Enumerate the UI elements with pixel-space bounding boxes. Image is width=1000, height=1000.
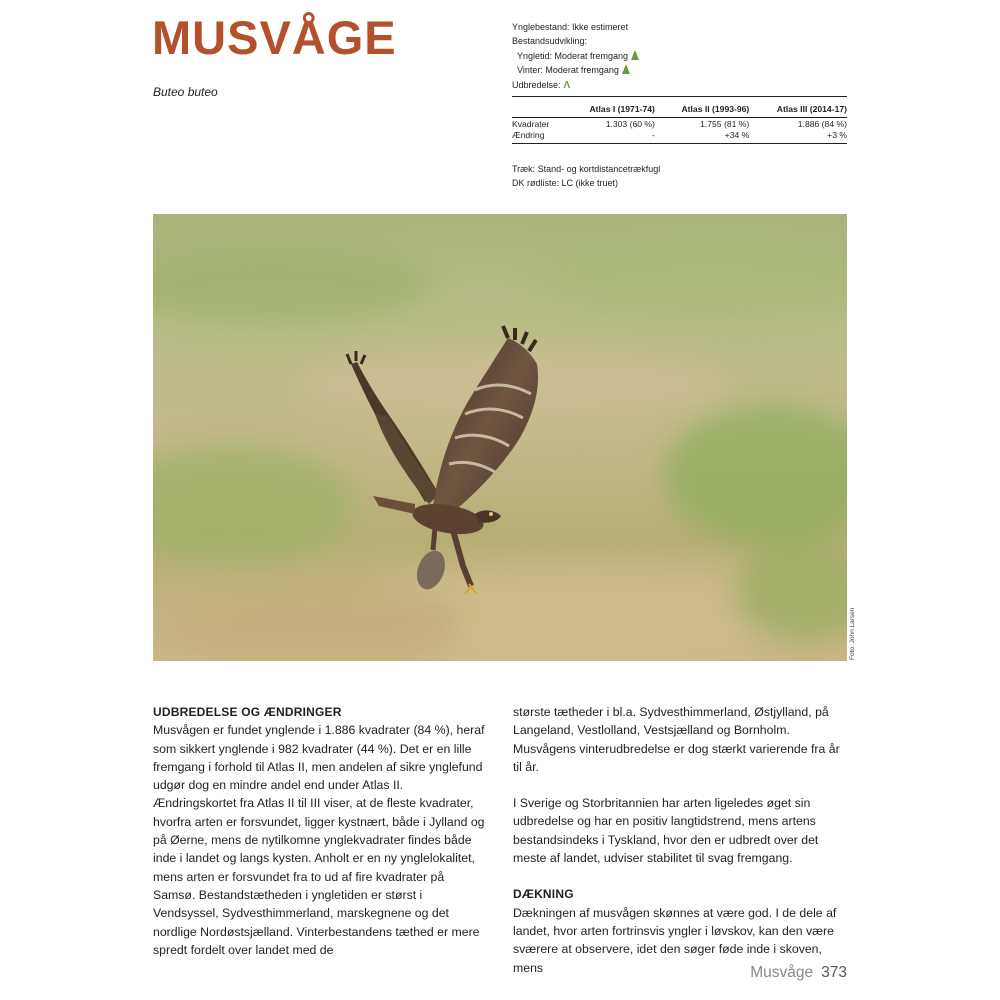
table-cell-label: Ændring xyxy=(512,129,564,144)
winter-trend-text: Vinter: Moderat fremgang xyxy=(517,65,619,76)
table-row xyxy=(512,118,847,130)
species-title: MUSVÅGE xyxy=(152,11,397,64)
distribution-row xyxy=(512,78,847,92)
buzzard-photo xyxy=(153,214,847,661)
table-row xyxy=(512,129,847,144)
body-paragraph: I Sverige og Storbritannien har arten ligeledes øget sin udbredelse og har en positiv langtidstrend, mens artens bestandsindeks i Tyskland, hvor den er udbredt over det meste af landet, udviser stabilitet til svag fremgang. xyxy=(513,796,819,866)
table-cell: 1.755 (81 %) xyxy=(700,119,750,129)
species-meta xyxy=(512,162,847,191)
redlist-info: DK rødliste: LC (ikke truet) xyxy=(512,178,619,189)
table-cell: 1.886 (84 %) xyxy=(797,119,847,129)
section-heading: DÆKNING xyxy=(513,887,574,902)
table-header xyxy=(512,97,564,118)
table-cell: +3 % xyxy=(749,129,847,144)
breeding-trend-text: Yngletid: Moderat fremgang xyxy=(517,50,629,61)
footer-species: Musvåge xyxy=(750,964,814,981)
photo-credit: Foto: John Larsen xyxy=(849,607,856,660)
migration-info: Træk: Stand- og kortdistancetrækfugl xyxy=(512,164,661,174)
latin-name: Buteo buteo xyxy=(153,85,218,99)
table-header: Atlas III (2014-17) xyxy=(749,97,847,118)
trend-up-outline-icon: Λ xyxy=(563,79,571,91)
atlas-table xyxy=(512,96,847,144)
table-cell: 1.303 (60 %) xyxy=(605,119,655,129)
section-heading: UDBREDELSE OG ÆNDRINGER xyxy=(153,705,342,719)
distribution-text: Udbredelse: xyxy=(512,79,561,90)
breeding-population: Ynglebestand: Ikke estimeret xyxy=(512,22,629,32)
table-header: Atlas II (1993-96) xyxy=(655,97,749,118)
text-column-right xyxy=(513,703,847,977)
page-number: 373 xyxy=(821,964,847,981)
body-paragraph: største tætheder i bl.a. Sydvesthimmerland, Østjylland, på Langeland, Vestlolland, Vestsjælland og Bornholm. Musvågens vinterudbredelse er dog stærkt varierende fra år til år. xyxy=(513,705,840,774)
page-footer xyxy=(750,964,847,982)
trend-up-icon xyxy=(622,64,630,74)
text-column-left xyxy=(153,703,487,959)
body-paragraph: Dækningen af musvågen skønnes at være god. I de dele af landet, hvor arten fortrinsvis yngler i løvskov, kan den være sværere at observere, idet den søger føde inde i skoven, mens xyxy=(513,905,837,975)
table-cell: +34 % xyxy=(655,129,749,144)
table-cell: - xyxy=(564,129,655,144)
body-paragraph: Musvågen er fundet ynglende i 1.886 kvadrater (84 %), heraf som sikkert ynglende i 982 kvadrater (44 %). Det er en lille fremgang i forhold til Atlas II, men andelen af sikre ynglefund udgør dog en mindre andel end under Atlas II. Ændringskortet fra Atlas II til III viser, at de fleste kvadrater, hvorfra arten er forsvundet, ligger kystnært, både i Jylland og på Øerne, mens de nytilkomne ynglekvadrater findes både inde i landet og langs kysten. Anholt er en ny ynglelokalitet, mens arten er forsvundet fra to ud af fire kvadrater på Samsø. Bestandstætheden i yngletiden er størst i Vendsyssel, Sydvesthimmerland, marskegnene og det nordlige Nordøstsjælland. Vinterbestandens tæthed er mere spredt fordelt over landet med de xyxy=(153,723,485,957)
trend-heading: Bestandsudvikling: xyxy=(512,36,588,47)
table-cell-label: Kvadrater xyxy=(512,119,550,129)
status-info xyxy=(512,20,847,92)
trend-up-icon xyxy=(631,50,639,60)
table-header: Atlas I (1971-74) xyxy=(564,97,655,118)
breeding-trend-row xyxy=(512,49,847,63)
winter-trend-row xyxy=(512,63,847,77)
